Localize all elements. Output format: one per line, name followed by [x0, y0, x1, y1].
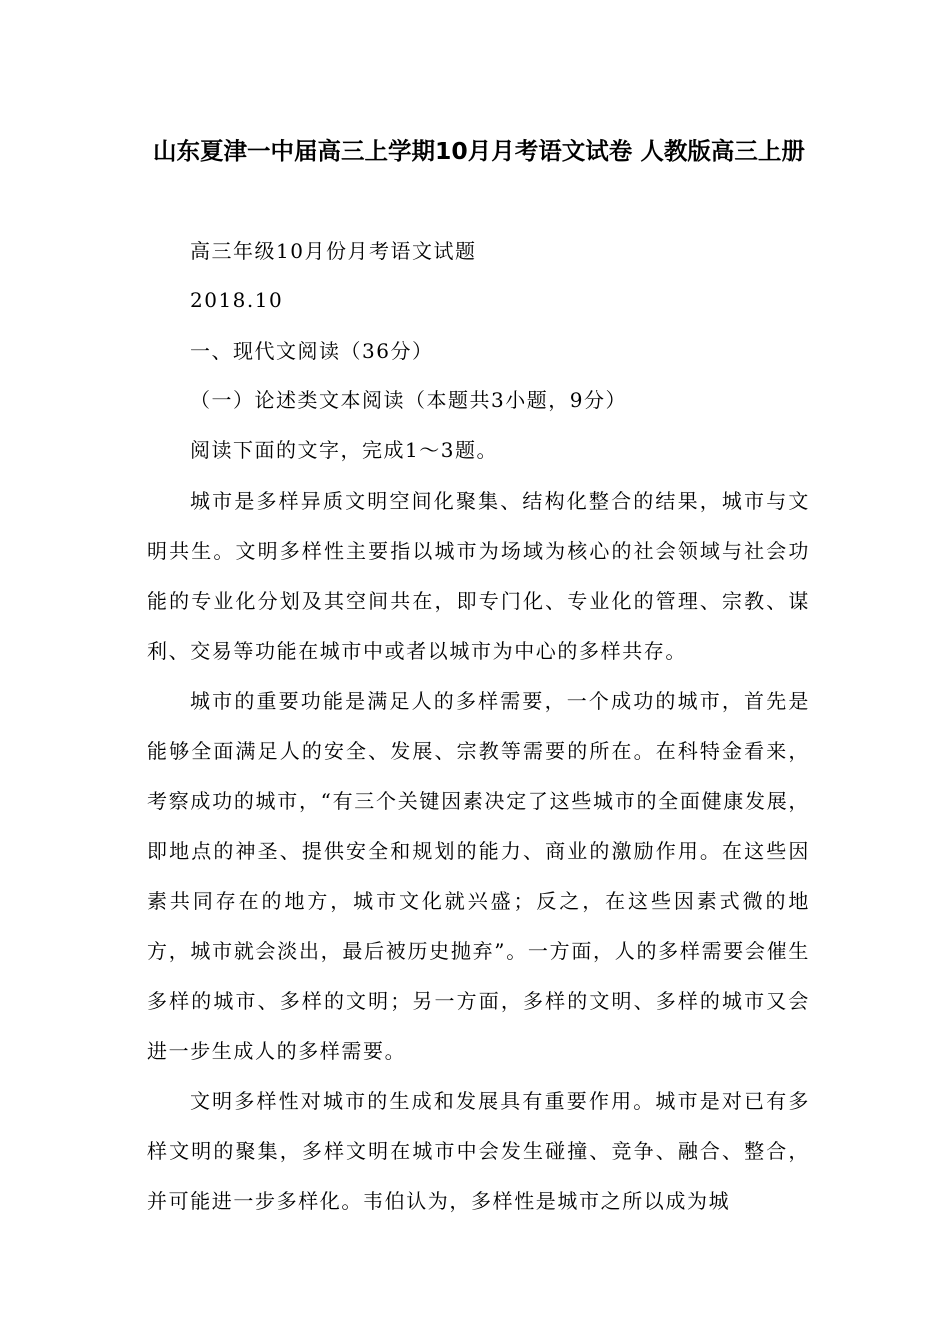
subsection-heading: （一）论述类文本阅读（本题共3小题，9分） — [190, 388, 627, 412]
reading-instruction: 阅读下面的文字，完成1～3题。 — [190, 438, 498, 462]
body-paragraph-2: 城市的重要功能是满足人的多样需要，一个成功的城市，首先是能够全面满足人的安全、发展、宗教等需要的所在。在科特金看来，考察成功的城市，“有三个关键因素决定了这些城市的全面健康发展，即地点的神圣、提供安全和规划的能力、商业的激励作用。在这些因素共同存在的地方，城市文化就兴盛；反之，在这些因素式微的地方，城市就会淡出，最后被历史抛弃”。一方面，人的多样需要会催生多样的城市、多样的文明；另一方面，多样的文明、多样的城市又会进一步生成人的多样需要。 — [147, 689, 810, 1063]
body-paragraph-1: 城市是多样异质文明空间化聚集、结构化整合的结果，城市与文明共生。文明多样性主要指以城市为场域为核心的社会领域与社会功能的专业化分划及其空间共在，即专门化、专业化的管理、宗教、谋利、交易等功能在城市中或者以城市为中心的多样共存。 — [147, 489, 810, 663]
section-heading: 一、现代文阅读（36分） — [190, 339, 434, 363]
body-paragraph-3: 文明多样性对城市的生成和发展具有重要作用。城市是对已有多样文明的聚集，多样文明在城市中会发生碰撞、竞争、融合、整合，并可能进一步多样化。韦伯认为，多样性是城市之所以成为城 — [147, 1089, 810, 1213]
document-title: 山东夏津一中届高三上学期10月月考语文试卷 人教版高三上册 — [153, 137, 805, 165]
exam-subtitle: 高三年级10月份月考语文试题 — [190, 239, 477, 263]
exam-date: 2018.10 — [190, 288, 284, 312]
